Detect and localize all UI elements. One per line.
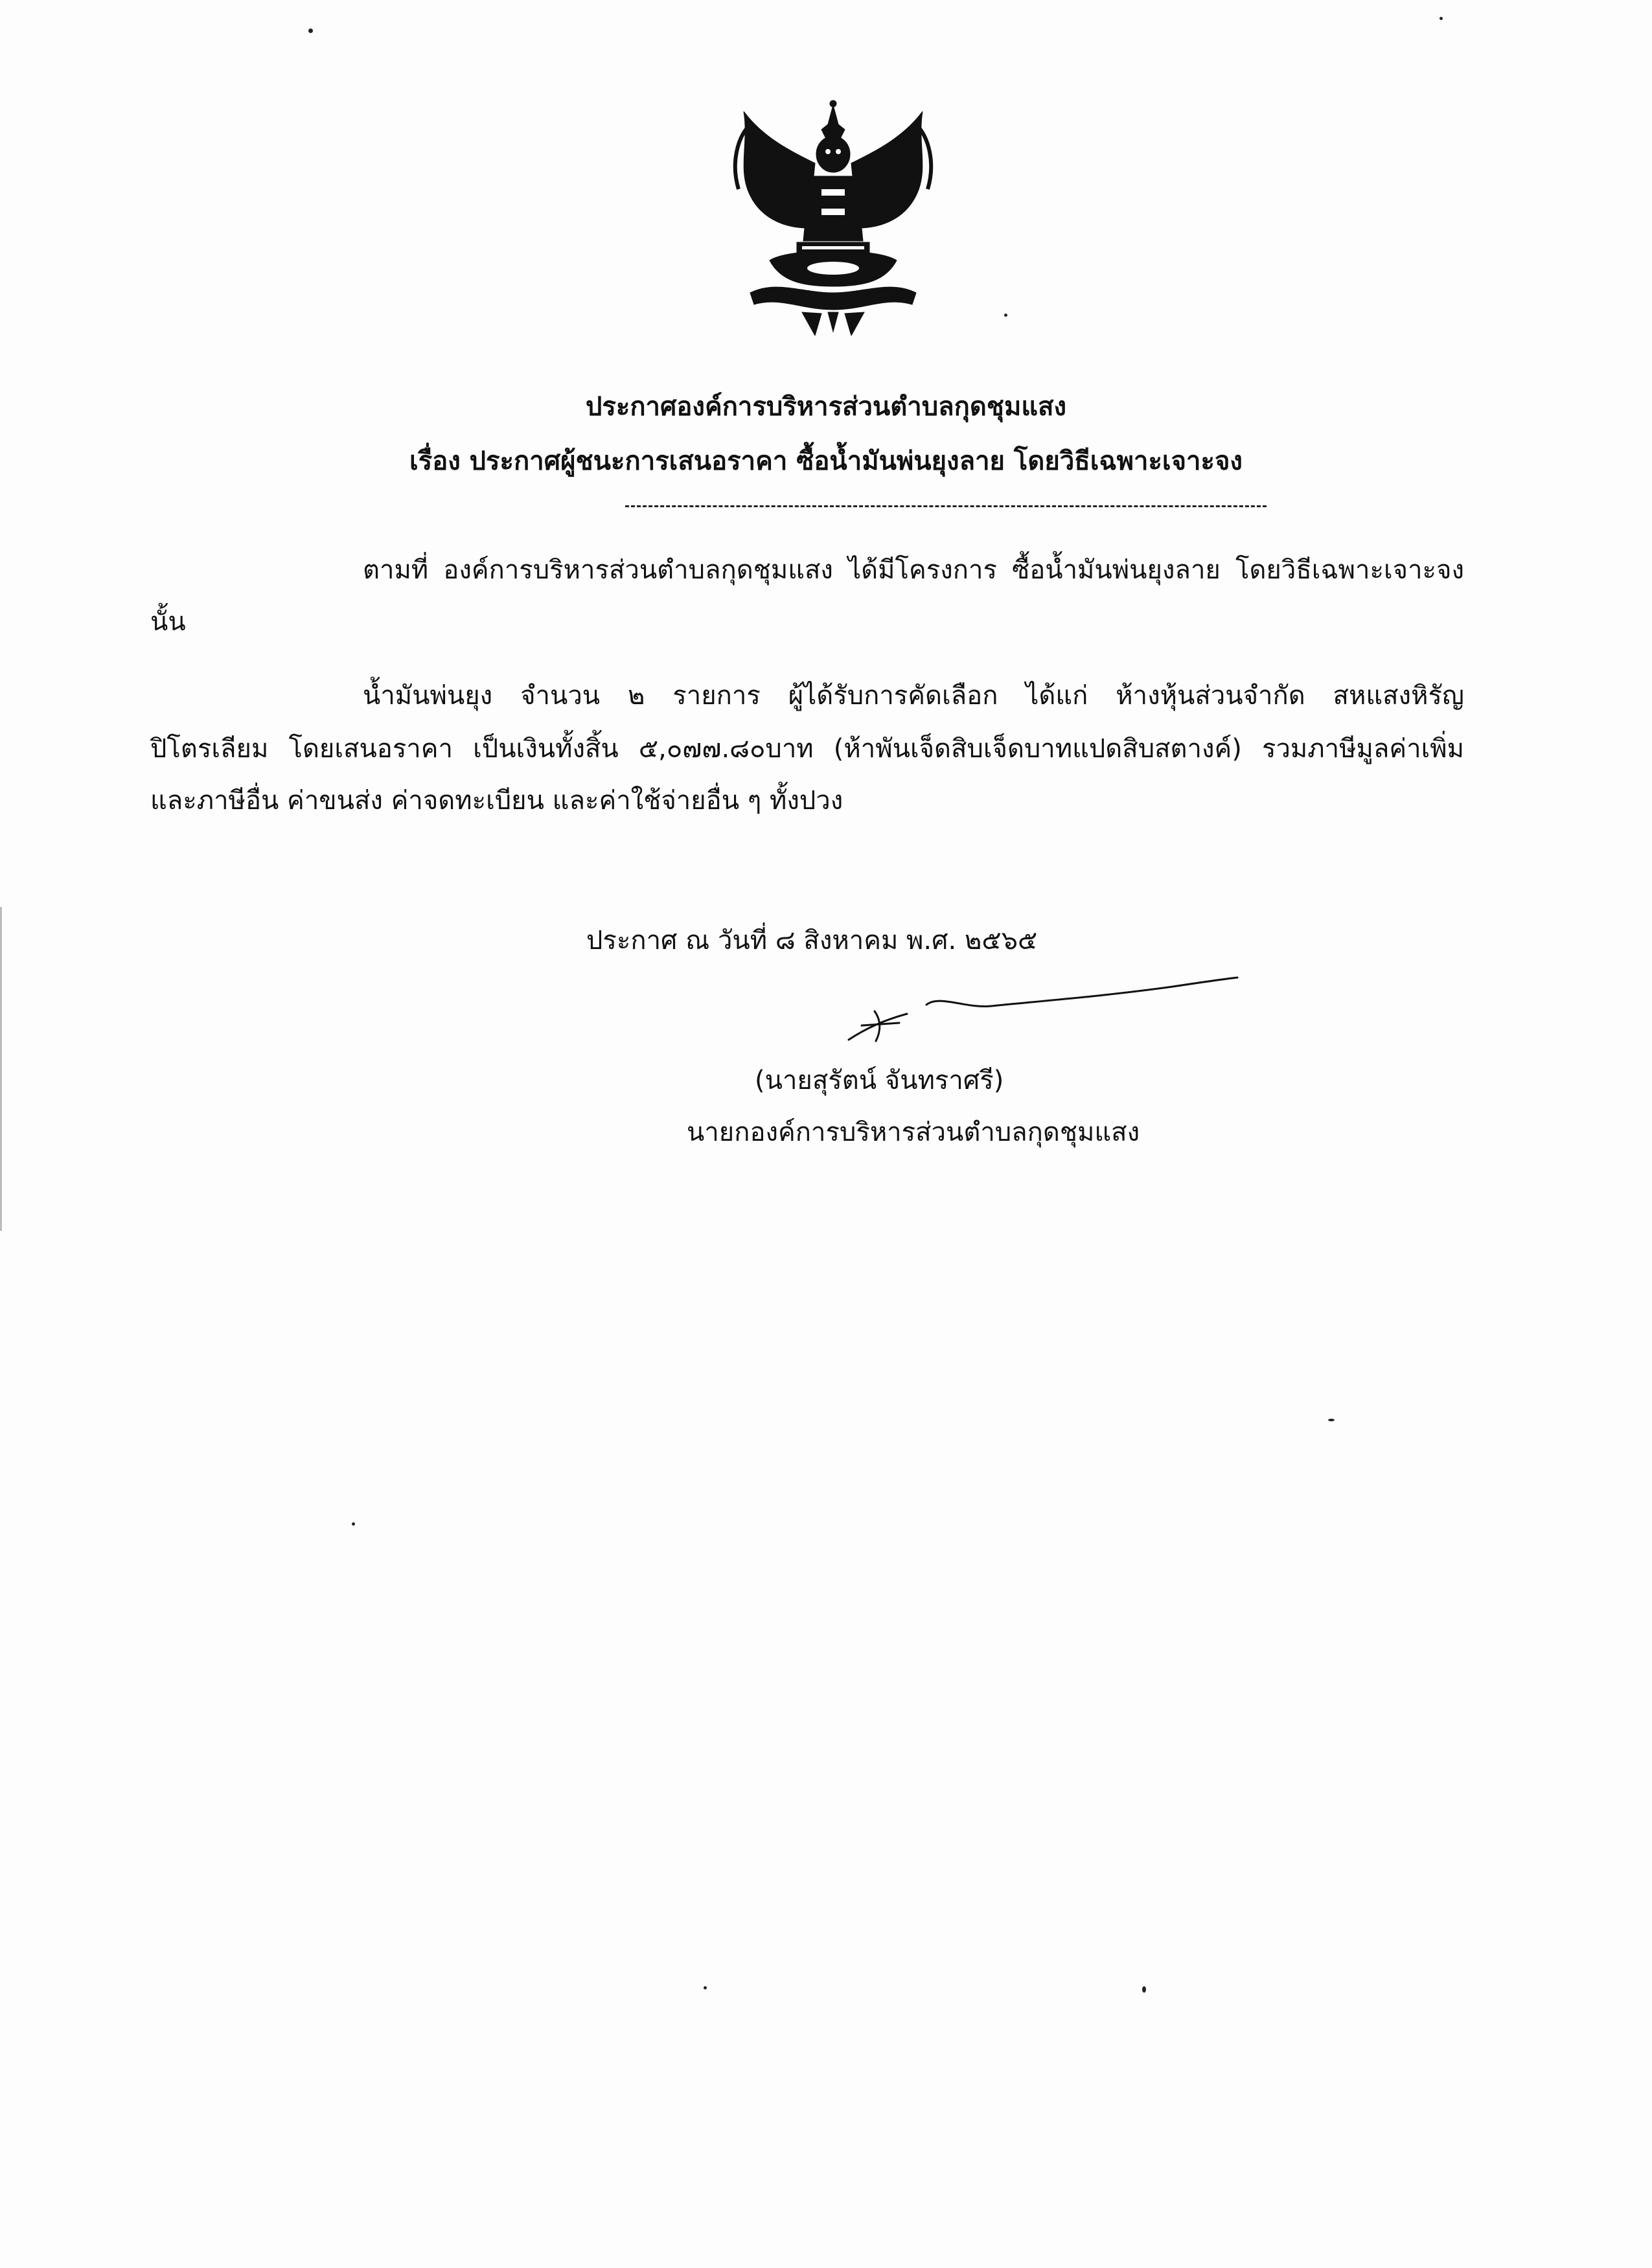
scan-speck	[1142, 1986, 1146, 1993]
scan-speck	[308, 29, 313, 33]
announcement-subject: เรื่อง ประกาศผู้ชนะการเสนอราคา ซื้อน้ำมันพ่นยุงลาย โดยวิธีเฉพาะเจาะจง	[409, 446, 1243, 476]
scan-speck	[704, 1986, 707, 1989]
announcement-date: ประกาศ ณ วันที่ ๘ สิงหาคม พ.ศ. ๒๕๖๕	[586, 926, 1038, 956]
scan-speck	[1328, 1419, 1335, 1421]
signatory-name: (นายสุรัตน์ จันทราศรี)	[755, 1066, 1004, 1095]
paragraph-1-line-1: ตามที่ องค์การบริหารส่วนตำบลกุดชุมแสง ได้มีโครงการ ซื้อน้ำมันพ่นยุงลาย โดยวิธีเฉพาะเจาะจง	[363, 555, 1464, 585]
paragraph-2-line-3: และภาษีอื่น ค่าขนส่ง ค่าจดทะเบียน และค่าใช้จ่ายอื่น ๆ ทั้งปวง	[150, 786, 843, 816]
paragraph-2-line-2: ปิโตรเลียม โดยเสนอราคา เป็นเงินทั้งสิ้น ๕,๐๗๗.๘๐บาท (ห้าพันเจ็ดสิบเจ็ดบาทแปดสิบสตางค์) รวมภาษีมูลค่าเพิ่ม	[150, 734, 1464, 764]
paragraph-1-line-2: นั้น	[150, 607, 186, 637]
paragraph-2-line-1: น้ำมันพ่นยุง จำนวน ๒ รายการ ผู้ได้รับการคัดเลือก ได้แก่ ห้างหุ้นส่วนจำกัด สหแสงหิรัญ	[363, 681, 1464, 711]
scan-speck	[352, 1522, 355, 1526]
scan-speck	[1004, 314, 1007, 317]
scan-speck	[1440, 17, 1443, 20]
handwritten-signature	[836, 968, 1250, 1053]
garuda-emblem-icon	[724, 98, 942, 336]
scan-edge	[0, 907, 2, 1231]
announcement-title: ประกาศองค์การบริหารส่วนตำบลกุดชุมแสง	[585, 392, 1067, 422]
separator-line	[625, 505, 1267, 507]
signatory-position: นายกองค์การบริหารส่วนตำบลกุดชุมแสง	[687, 1117, 1140, 1147]
